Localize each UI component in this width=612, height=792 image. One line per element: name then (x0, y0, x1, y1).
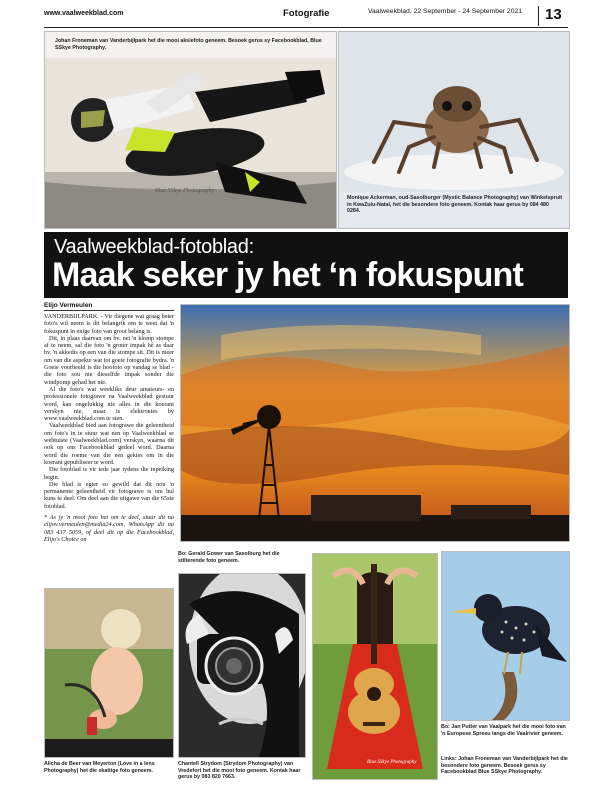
article-paragraph: Dit, in plaas daarvan om bv. net 'n klomp stompe af te neem, sal die foto 'n groter impak hê as daar bv. 'n akkedis op een van die stompe sit. Dit is meer om van die aspekte wat tot goeie fotografie bydra. 'n Goeie voorbeeld is die hoofoto op vandag se blad - die foto sou nie dieselfde impak sonder die windpomp gehad het nie. (44, 334, 174, 386)
article-paragraph: Die fotoblad is vir iede jaar tydens die inpeiking begin. (44, 466, 174, 481)
article-paragraph: Al die foto's wat weekliks deur amateurs- en professionele fotograwe na Vaalweekblad gestuur word, kan ongelukkig nie alles in die koerant verskyn nie, maar is elektronies by www.vaalweekblad.com te sien. (44, 385, 174, 423)
windmill-photo-frame (180, 304, 570, 542)
camera-photo-frame (178, 573, 306, 758)
headline-banner (44, 232, 568, 298)
section-title: Fotografie (283, 8, 330, 19)
girl-watermark: Blue SSkye Photography (367, 760, 417, 765)
camera-image (179, 574, 305, 757)
header-divider (538, 6, 539, 26)
article-body (44, 313, 174, 510)
starling-image (442, 552, 569, 720)
banner-headline: Maak seker jy het ‘n fokuspunt (52, 256, 524, 294)
page-number: 13 (545, 6, 562, 23)
article (44, 302, 174, 543)
banner-kicker: Vaalweekblad-fotoblad: (54, 236, 254, 258)
header-rule (44, 27, 568, 28)
motorbike-photo-frame (44, 31, 337, 229)
child-image (45, 589, 173, 757)
spider-photo-frame (338, 31, 570, 229)
spider-image (339, 32, 569, 192)
article-paragraph: Vaalweekblad bied aan fotograwe die geleentheid om foto's in te stuur wat een op Vaalweekblad se webtuiste (Vaalweekblad.com) verskyn, waarna dit ook op ons Facebookblad gedeel word. Daarna word die roeme van die een gekies om in die koerant gepubliseer te word. (44, 422, 174, 466)
article-paragraph: Die blad is egter so gewild dat dit nou 'n permanente geleentheid vir fotograwe is om hul kuns te deel. Om deel aan die uitgawe van die 65ste fotoblad. (44, 480, 174, 510)
starling-photo-frame (441, 551, 570, 721)
motorbike-rider-image (45, 32, 336, 228)
windmill-sunset-image (181, 305, 569, 541)
article-byline: Elijo Vermeulen (44, 302, 174, 311)
motorbike-caption: Johan Froneman van Vanderbijlpark het die mooi aksiefoto geneem. Besoek gerus sy Facebookblad, Blue SSkye Photography. (55, 38, 322, 51)
dateline: Vaalweekblad, 22 September - 24 September 2021 (368, 8, 523, 15)
spider-caption: Monique Ackerman, oud-Sasolburger (Mystic Balance Photography) van Winkelspruit in KwaZulu-Natal, het die besondere foto geneem. Kontak haar gerus by 084 480 0284. (347, 195, 563, 215)
camera-caption: Chantell Strydom (Strydom Photography) van Vredefort het die mooi foto geneem. Kontak haar gerus by 083 820 7663. (178, 761, 301, 781)
article-paragraph: VANDERBIJLPARK. - Vir diegene wat graag beter foto's wil neem is dit belangrik om te weet dat 'n fokuspunt in enige foto van groot belang is. (44, 313, 174, 335)
site-url: www.vaalweekblad.com (44, 10, 124, 17)
child-photo-frame (44, 588, 174, 758)
child-caption: Alicha de Beer van Meyerton (Love in a lens Photography) het die skattige foto geneem. (44, 761, 155, 774)
motorbike-watermark: Blue SSkye Photography (155, 188, 215, 194)
starling-caption: Bo: Jan Putter van Vaalpark het die mooi foto van 'n Europese Spreeu langs die Vaalrivier geneem. (441, 724, 566, 737)
windmill-caption: Bo: Gerald Gower van Sasolburg het die stilterende foto geneem. (178, 551, 280, 564)
girl-guitar-image (313, 554, 437, 779)
article-note: * As jy 'n mooi foto het om te deel, stuur dit na elijov.vermeulen@media24.com, WhatsApp dit na 083 437 5059, of deel dit op die Facebookblad, Elijo's Choice on (44, 514, 174, 543)
motorbike-credit-caption: Links: Johan Froneman van Vanderbijlpark het die besondere foto geneem. Besoek gerus sy Facebookblad Blue SSkye Photography. (441, 756, 568, 776)
girl-guitar-photo-frame (312, 553, 438, 780)
